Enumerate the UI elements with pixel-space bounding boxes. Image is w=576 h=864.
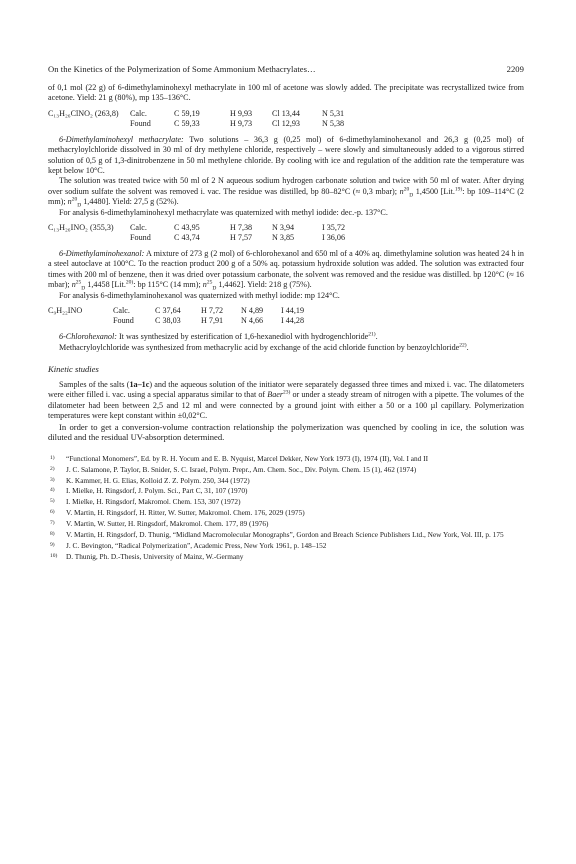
reference-item: $^{6)}$ V. Martin, H. Ringsdorf, H. Ritter, W. Sutter, Makromol. Chem. 176, 2029 (1975) (50, 508, 305, 518)
paragraph-precipitate: of 0,1 mol (22 g) of 6-dimethylaminohexyl methacrylate in 100 ml of acetone was slowly added. The precipitate was recrystallized twice from acetone. Yield: 21 g (80%), mp 135–136°C. (48, 83, 524, 103)
found-label: Found (130, 118, 151, 128)
calc-value: I 35,72 (322, 223, 346, 233)
reference-item: $^{5)}$ I. Mielke, H. Ringsdorf, Makromol. Chem. 153, 307 (1972) (50, 497, 241, 507)
calc-value: I 44,19 (281, 306, 305, 316)
paragraph-quaternization-2: For analysis 6-dimethylaminohexanol was quaternized with methyl iodide: mp 124°C. (59, 290, 340, 300)
elemental-analysis-2 (48, 223, 524, 243)
calc-value: N 4,89 (241, 306, 264, 316)
reference-item: $^{10)}$ D. Thunig, Ph. D.-Thesis, University of Mainz, W.-Germany (50, 552, 244, 562)
calc-value: Cl 13,44 (272, 108, 300, 118)
running-header (48, 64, 524, 74)
calc-value: H 7,72 (201, 306, 224, 316)
found-value: N 5,38 (322, 118, 345, 128)
paragraph-chlorohexanol: 6-Chlorohexanol: It was synthesized by esterification of 1,6-hexanediol with hydrogenchloride$^{21)}$. (59, 331, 378, 342)
formula: C₉H₂₂INO (48, 306, 83, 316)
paragraph-methacrylate-synthesis: 6-Dimethylaminohexyl methacrylate: Two solutions – 36,3 g (0,25 mol) of 6-dimethylaminohexanol and 26,3 g (0,25 mol) of methacryloylchloride dissolved in 30 ml of dry methylene chloride, respectively – were slowly and simultaneously added to a vigorous stirred solution of 0,5 g of 1,3-dinitrobenzene in 50 ml methylene chloride. By cooling with ice and regulation of the addition rate the temperature was kept below 10°C. (48, 134, 524, 176)
found-value: I 44,28 (281, 316, 305, 326)
found-value: Cl 12,93 (272, 118, 300, 128)
found-value: H 9,73 (230, 118, 253, 128)
calc-value: C 37,64 (155, 306, 181, 316)
calc-value: H 9,93 (230, 108, 253, 118)
found-label: Found (113, 316, 134, 326)
reference-item: $^{7)}$ V. Martin, W. Sutter, H. Ringsdorf, Makromol. Chem. 177, 89 (1976) (50, 519, 269, 529)
calc-label: Calc. (130, 108, 147, 118)
found-value: I 36,06 (322, 233, 346, 243)
found-value: C 59,33 (174, 118, 200, 128)
calc-value: N 3,94 (272, 223, 295, 233)
formula: C₁₃H₂₆INO₂ (355,3) (48, 223, 114, 233)
reference-list (48, 454, 524, 563)
calc-label: Calc. (113, 306, 130, 316)
elemental-analysis-3 (48, 306, 524, 326)
found-label: Found (130, 233, 151, 243)
paragraph-methacryloylchloride: Methacryloylchloride was synthesized from methacrylic acid by exchange of the acid chloride function by benzoylchloride$^{22)}$. (59, 341, 469, 352)
formula: C₁₃H₂₆ClNO₂ (263,8) (48, 108, 119, 118)
paragraph-samples: Samples of the salts (1a–1c) and the aqueous solution of the initiator were separately degassed three times and mixed i. vac. The dilatometers were either filled i. vac. using a special apparatus similar to that of Baer$^{23)}$ or under a steady stream of nitrogen with a pipette. The volumes of the dilatometer had been between 2,5 and 12 ml and were connected by a ground joint with either a 50 or a 100 µl capillary. Polymerization temperatures were kept constant within ±0,02°C. (48, 379, 524, 421)
calc-label: Calc. (130, 223, 147, 233)
reference-item: $^{8)}$ V. Martin, H. Ringsdorf, D. Thunig, “Midland Macromolecular Monographs”, Gordon and Breach Science Publishers Ltd., New York, Vol. III, p. 175 (50, 530, 504, 540)
calc-value: H 7,38 (230, 223, 253, 233)
reference-item: $^{3)}$ K. Kammer, H. G. Elias, Kolloid Z. Z. Polym. 250, 344 (1972) (50, 475, 250, 485)
found-value: H 7,91 (201, 316, 224, 326)
section-heading-kinetic-studies: Kinetic studies (48, 363, 99, 374)
calc-value: N 5,31 (322, 108, 345, 118)
elemental-analysis-1 (48, 109, 524, 129)
found-value: N 4,66 (241, 316, 264, 326)
paragraph-conversion: In order to get a conversion-volume contraction relationship the polymerization was quenched by cooling in ice, the solution was diluted and the residual UV-absorption determined. (48, 421, 524, 443)
reference-item: $^{4)}$ I. Mielke, H. Ringsdorf, J. Polym. Sci., Part C, 31, 107 (1970) (50, 486, 248, 496)
paragraph-hexanol-synthesis: 6-Dimethylaminohexanol: A mixture of 273 g (2 mol) of 6-chlorohexanol and 650 ml of a 40% aq. dimethylamine solution was heated 24 h in a steel autoclave at 100°C. To the reaction product 200 g of a 50% aq. potassium hydroxide solution was added. The solution was extracted four times with 200 ml of benzene, then it was dried over potassium carbonate, the solvent was removed and the residue was distilled. bp 120°C (≈ 16 mbar); $n^{25}_D$ 1,4458 [Lit.$^{20)}$: bp 115°C (14 mm); $n^{25}_D$ 1,4462]. Yield: 218 g (75%). (48, 249, 524, 292)
reference-item: $^{9)}$ J. C. Bevington, “Radical Polymerization”, Academic Press, New York 1961, p. 148–152 (50, 541, 327, 551)
running-title: On the Kinetics of the Polymerization of Some Ammonium Methacrylates… (48, 64, 316, 74)
page-number: 2209 (506, 64, 524, 74)
found-value: N 3,85 (272, 233, 295, 243)
paragraph-workup: The solution was treated twice with 50 ml of 2 N aqueous sodium hydrogen carbonate solution and twice with 50 ml of water. After drying over sodium sulfate the solvent was removed i. vac. The residue was distilled, bp 80–82°C (≈ 0,3 mbar); $n^{20}_D$ 1,4500 [Lit.$^{19)}$: bp 109–114°C (2 mm); $n^{20}_D$ 1,4480]. Yield: 27,5 g (52%). (48, 176, 524, 209)
page (48, 64, 524, 563)
found-value: C 38,03 (155, 316, 181, 326)
reference-item: $^{2)}$ J. C. Salamone, P. Taylor, B. Snider, S. C. Israel, Polym. Prepr., Am. Chem. Soc., Div. Polym. Chem. 15 (1), 462 (1974) (50, 464, 417, 474)
calc-value: C 59,19 (174, 108, 200, 118)
calc-value: C 43,95 (174, 223, 200, 233)
paragraph-quaternization-1: For analysis 6-dimethylaminohexyl methacrylate was quaternized with methyl iodide: dec.-p. 137°C. (59, 207, 388, 217)
reference-item: $^{1)}$ “Functional Monomers”, Ed. by R. H. Yocum and E. B. Nyquist, Marcel Dekker, New York 1973 (I), 1974 (II), Vol. I and II (50, 453, 429, 463)
found-value: H 7,57 (230, 233, 253, 243)
found-value: C 43,74 (174, 233, 200, 243)
